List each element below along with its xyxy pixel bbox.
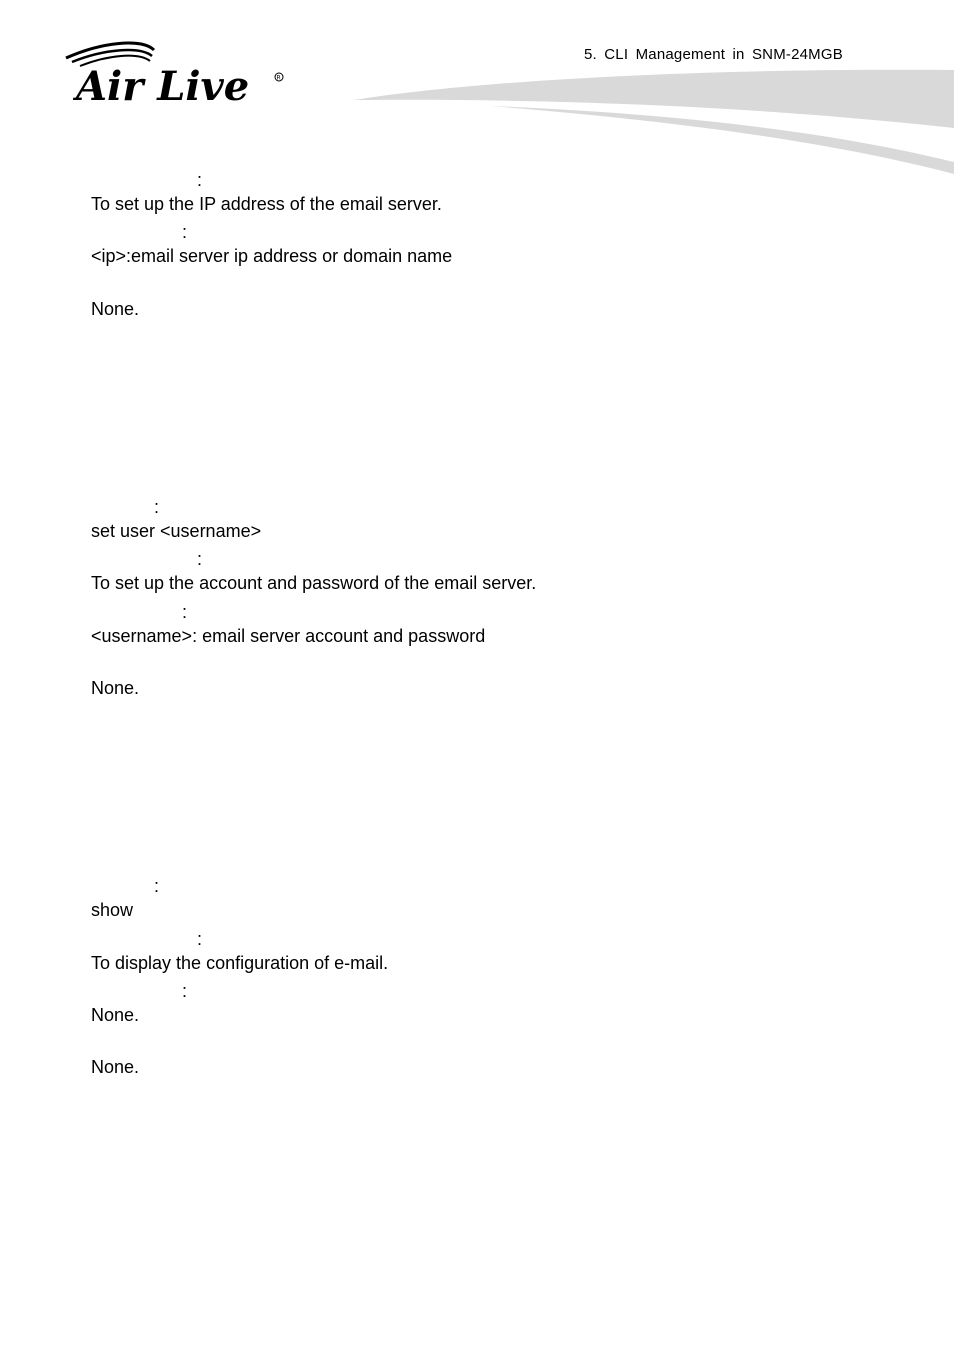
colon-label: : <box>182 602 188 622</box>
colon-label: : <box>154 497 160 517</box>
header-swoosh <box>340 60 954 180</box>
section-2-parameter: <username>: email server account and password <box>91 626 486 646</box>
section-3-description: To display the configuration of e-mail. <box>91 953 389 973</box>
airlive-logo-icon <box>62 40 292 110</box>
section-1-parameter: <ip>:email server ip address or domain name <box>91 246 453 266</box>
section-3-example: None. <box>91 1057 140 1077</box>
section-2-example: None. <box>91 678 140 698</box>
colon-label: : <box>197 929 203 949</box>
colon-label: : <box>182 222 188 242</box>
colon-label: : <box>197 170 203 190</box>
svg-text:R: R <box>276 74 281 82</box>
colon-label: : <box>154 876 160 896</box>
page-header-title: 5. CLI Management in SNM-24MGB <box>584 46 843 63</box>
section-1-description: To set up the IP address of the email server. <box>91 194 442 214</box>
section-2-syntax: set user <username> <box>91 521 262 541</box>
colon-label: : <box>197 549 203 569</box>
section-3-syntax: show <box>91 900 134 920</box>
airlive-logo <box>62 40 292 110</box>
colon-label: : <box>182 981 188 1001</box>
svg-text:Air Live: Air Live <box>76 63 250 110</box>
section-3-parameter: None. <box>91 1005 140 1025</box>
section-1-example: None. <box>91 299 140 319</box>
section-2-description: To set up the account and password of the email server. <box>91 573 537 593</box>
